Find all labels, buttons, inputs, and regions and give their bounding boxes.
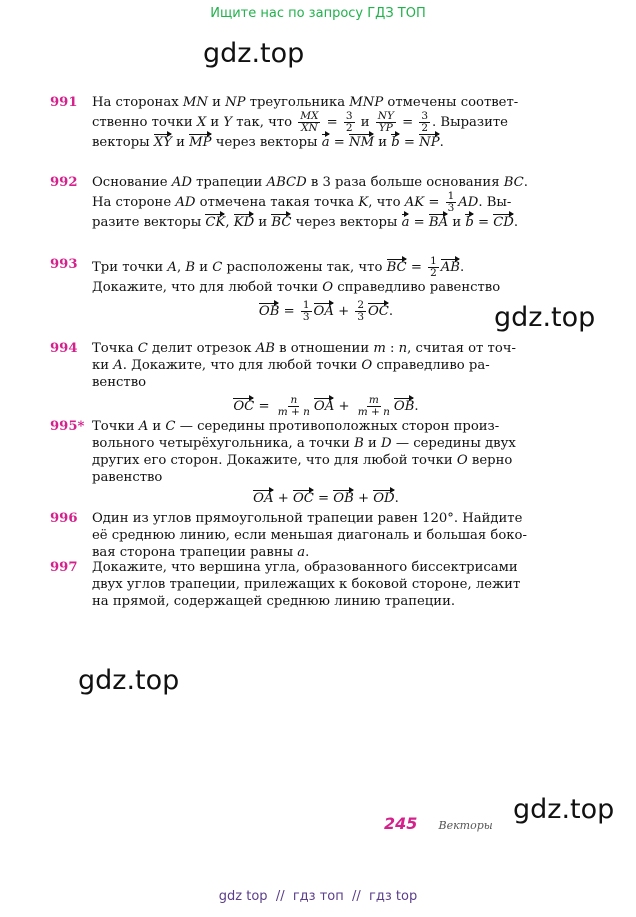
problem-991 <box>50 94 560 151</box>
formula: OB = $\frac{1}{3}$ OA + $\frac{2}{3}$ OC. <box>258 299 394 323</box>
problem-997 <box>50 559 560 610</box>
problem-text: Точка C делит отрезок AB в отношении m : n, считая от точ- ки A. Докажите, что для любой точки O справедливо ра- венство <box>92 341 516 390</box>
problem-number: 991 <box>50 95 78 110</box>
watermark-2: gdz.top <box>494 302 596 333</box>
problem-text: Точки A и C — середины противоположных сторон произ- вольного четырёхугольника, а точки B и D — середины двух других его сторон. Докажите, что для любой точки O верно равенство <box>92 419 516 485</box>
problem-996 <box>50 510 560 561</box>
page-footer <box>384 814 493 833</box>
formula: OA + OC = OB + OD. <box>253 491 399 506</box>
problem-text: Один из углов прямоугольной трапеции равен 120°. Найдите её среднюю линию, если меньшая диагональ и большая боко- вая сторона трапеции равны a. <box>92 511 527 560</box>
problem-992 <box>50 174 560 231</box>
watermark-3: gdz.top <box>78 665 180 696</box>
problem-number: 994 <box>50 341 78 356</box>
bottom-links[interactable]: gdz top // гдз топ // гдз top <box>218 889 418 904</box>
problem-text: Докажите, что вершина угла, образованного биссектрисами двух углов трапеции, прилежащих к боковой стороне, лежит на прямой, содержащей среднюю линию трапеции. <box>92 560 521 609</box>
problem-text: На сторонах MN и NP треугольника MNP отмечены соответ- ственно точки X и Y так, что $\frac{MX}{XN}$ = $\frac{3}{2}$ и $\frac{NY}{YP}$ = $\frac{3}{2}$ . Выразите векторы XY и MP через векторы a = NM и b = NP. <box>92 95 519 150</box>
problem-number: 993 <box>50 257 78 272</box>
problem-number: 995* <box>50 419 85 434</box>
watermark-4: gdz.top <box>513 794 615 825</box>
problem-995 <box>50 418 560 509</box>
formula: OC = $\frac{n}{m + n}$ OA + $\frac{m}{m + n}$ OB. <box>233 394 419 418</box>
top-banner[interactable]: Ищите нас по запросу ГДЗ ТОП <box>210 6 426 21</box>
section-title: Векторы <box>438 819 493 832</box>
problem-number: 997 <box>50 560 78 575</box>
problem-number: 992 <box>50 175 78 190</box>
watermark-1: gdz.top <box>203 38 305 69</box>
problem-text: Три точки A, B и C расположены так, что BC = $\frac{1}{2}$ AB. Докажите, что для любой точки O справедливо равенство <box>92 255 501 295</box>
problem-number: 996 <box>50 511 78 526</box>
page-number: 245 <box>384 814 418 833</box>
problem-993 <box>50 256 560 325</box>
problem-994 <box>50 340 560 420</box>
problem-text: Основание AD трапеции ABCD в 3 раза больше основания BC. На стороне AD отмечена такая точка K, что AK = $\frac{1}{3}$ AD. Вы- разите векторы CK, KD и BC через векторы a = BA и b = CD. <box>92 175 528 230</box>
